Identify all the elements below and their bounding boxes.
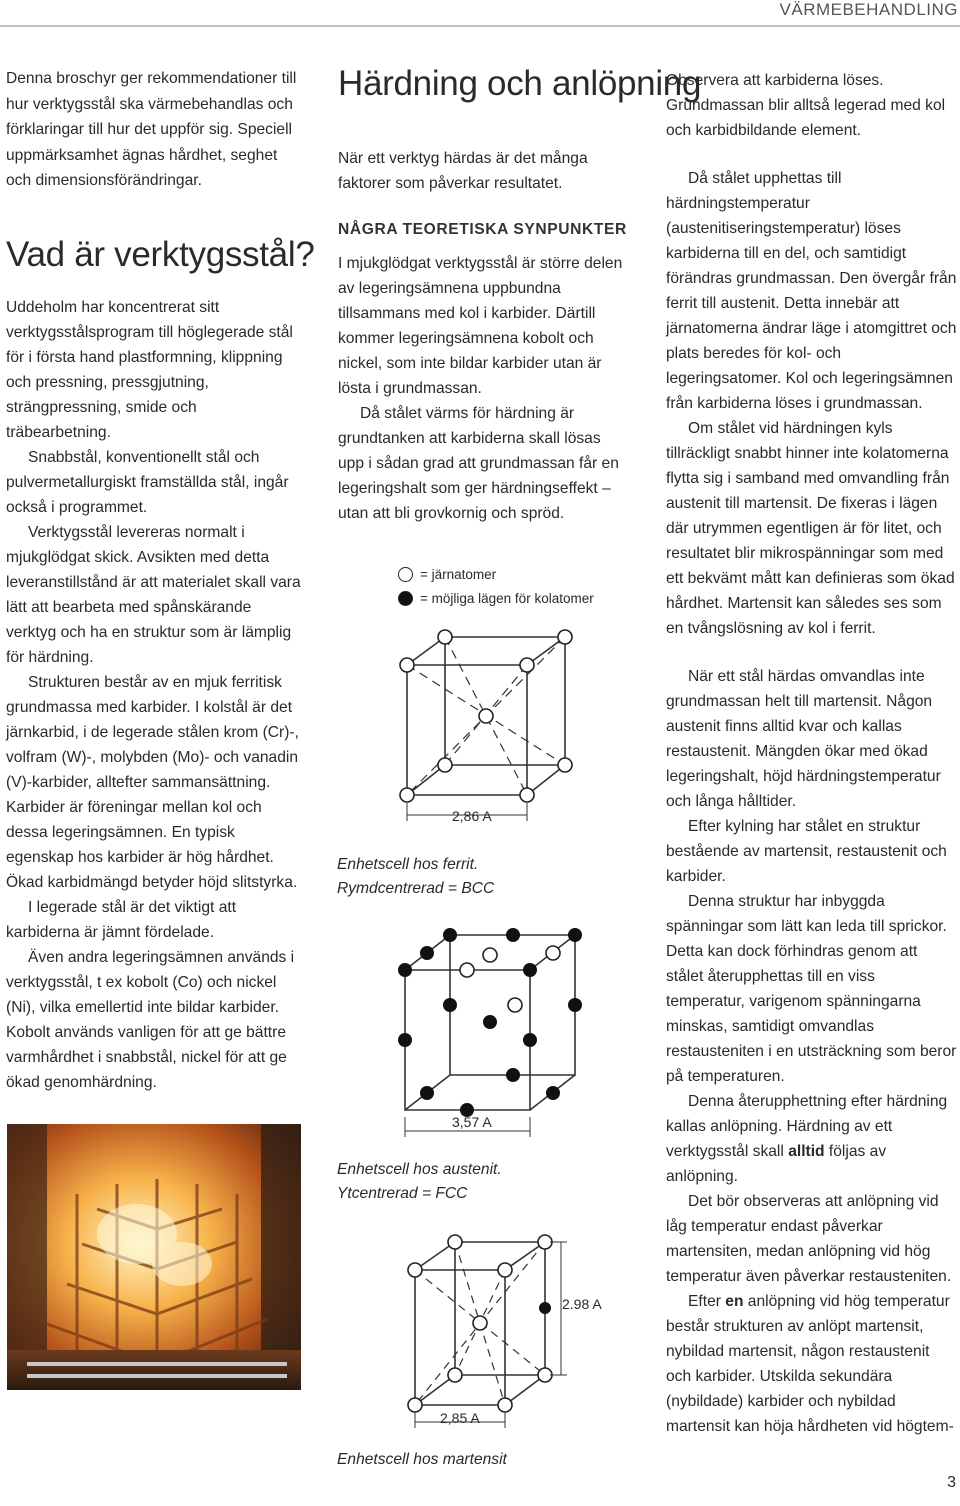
right-paragraph: Efter kylning har stålet en struktur bestående av martensit, restaustenit och karbider. <box>666 818 947 885</box>
carbon-atom-icon <box>398 591 413 606</box>
legend-iron-label: = järnatomer <box>420 567 497 582</box>
ferrite-unit-cell-diagram <box>390 625 620 825</box>
left-body <box>6 295 304 1095</box>
iron-atom-icon <box>398 567 413 582</box>
right-body <box>666 68 958 1439</box>
left-paragraph: I legerade stål är det viktigt att karbiderna är jämnt fördelade. <box>6 899 237 941</box>
left-paragraph: Snabbstål, konventionellt stål och pulvermetallurgiskt framställda stål, ingår också i programmet. <box>6 449 289 516</box>
left-paragraph: Även andra legeringsämnen används i verktygsstål, t ex kobolt (Co) och nickel (Ni), vilka emellertid inte bildar karbider. Kobolt används vanligen för att ge bättre varmhårdhet i snabbstål, nickel för att ge ökad genomhärdning. <box>6 949 295 1091</box>
dim-ferrite: 2,86 A <box>452 808 492 824</box>
right-paragraph: Då stålet upphettas till härdningstemperatur (austenitiseringstemperatur) löses karbiderna till en del, och samtidigt förändras grundmassan. Den övergår från ferrit till austenit. Detta innebär att järnatomerna ändrar läge i atomgittret och plats beredes för kol- och legeringsatomer. Kol och legeringsämnen från karbiderna löses i grundmassan. <box>666 170 957 412</box>
right-paragraph: Det bör observeras att anlöpning vid låg temperatur endast påverkar martensiten, medan anlöpning vid hög temperatur även påverkar restausteniten. <box>666 1193 952 1285</box>
lead-text: När ett verktyg härdas är det många faktorer som påverkar resultatet. <box>338 150 588 192</box>
emphasis-always: alltid <box>788 1143 825 1160</box>
text-run: anlöpning vid hög temperatur består strukturen av anlöpt martensit, nybildad martensit, någon restaustenit och karbider. Utskilda sekundära (nybildade) karbider och nybildad martensit kan höja hårdheten vid högtem- <box>666 1293 954 1435</box>
legend-carbon <box>398 591 594 606</box>
page-number: 3 <box>947 1474 956 1491</box>
right-paragraph: Om stålet vid härdningen kyls tillräckligt snabbt hinner inte kolatomerna flytta sig i samband med omvandling från austenit till martensit. De fixeras i lägen där utrymmen egentligen är för litet, och resultatet blir mikrospänningar som med ett bekvämt mått kan definieras som ökad hårdhet. Martensit kan således ses som en tvångslösning av kol i ferrit. <box>666 420 955 637</box>
dim-martensite-height: 2.98 A <box>562 1296 602 1312</box>
legend-iron <box>398 567 496 582</box>
left-paragraph: Strukturen består av en mjuk ferritisk grundmassa med karbider. I kolstål är det järnkarbid, i de legerade stålen krom (Cr)-, volfram (W)-, molybden (Mo)- och vanadin (V)-karbider, alltefter sammansättning. Karbider är föreningar mellan kol och dessa legeringsämnen. En typisk egenskap hos karbider är hög hårdhet. Ökad karbidmängd betyder höjd slitstyrka. <box>6 674 299 891</box>
intro-text: Denna broschyr ger rekommendationer till hur verktygsstål ska värmebehandlas och förklaringar till hur det uppför sig. Speciell uppmärksamhet ägnas hårdhet, seghet och dimensionsförändringar. <box>6 70 297 189</box>
running-head: VÄRMEBEHANDLING <box>779 0 958 19</box>
middle-paragraph: Då stålet värms för härdning är grundtanken att karbiderna skall lösas upp i sådan grad att grundmassan får en legeringshalt som ger härdningseffekt – utan att bli grovkornig och spröd. <box>338 405 619 522</box>
caption-martensite: Enhetscell hos martensit <box>337 1451 507 1468</box>
text-run: följas av anlöpning. <box>666 1143 887 1185</box>
austenite-unit-cell-diagram <box>365 925 605 1145</box>
dim-austenite: 3,57 A <box>452 1114 492 1130</box>
dim-martensite-width: 2,85 A <box>440 1410 480 1426</box>
subhead: NÅGRA TEORETISKA SYNPUNKTER <box>338 221 627 238</box>
header-rule <box>0 25 960 27</box>
caption-ferrite-2: Rymdcentrerad = BCC <box>337 880 495 897</box>
caption-ferrite-1: Enhetscell hos ferrit. <box>337 856 479 873</box>
right-paragraph: När ett stål härdas omvandlas inte grundmassan helt till martensit. Någon austenit finns alltid kvar och kallas restaustenit. Mängden ökar med ökad legeringshalt, höjd härdningstemperatur och långa hålltider. <box>666 668 941 810</box>
legend-carbon-label: = möjliga lägen för kolatomer <box>420 591 594 606</box>
middle-paragraph: I mjukglödgat verktygsstål är större delen av legeringsämnena uppbundna tillsammans med kol i karbider. Därtill kommer legeringsämnena kobolt och nickel, som inte bildar karbider utan är lösta i grundmassan. <box>338 255 623 397</box>
left-paragraph: Verktygsstål levereras normalt i mjukglödgat skick. Avsikten med detta leveranstillstånd är att materialet skall vara lätt att bearbeta med spånskärande verktyg och ha en struktur som är lämplig för härdning. <box>6 524 301 666</box>
section-title-hardening: Härdning och anlöpning <box>338 64 702 103</box>
right-paragraph: Denna struktur har inbyggda spänningar som lätt kan leda till sprickor. Detta kan dock förhindras genom att stålet återupphettas till en viss temperatur, varigenom spänningarna minskas, samtidigt omvandlas restausteniten i en utsträckning som beror på temperaturen. <box>666 893 957 1085</box>
right-paragraph: Observera att karbiderna löses. Grundmassan blir alltså legerad med kol och karbidbildande element. <box>666 72 946 139</box>
section-title-tool-steel: Vad är verktygsstål? <box>6 235 315 274</box>
right-paragraph <box>666 1089 958 1189</box>
left-paragraph: Uddeholm har koncentrerat sitt verktygsstålsprogram till höglegerade stål för i första hand plastformning, klippning och pressning, pressgjutning, strängpressning, smide och träbearbetning. <box>6 299 293 441</box>
caption-austenite-1: Enhetscell hos austenit. <box>337 1161 502 1178</box>
text-run: Denna återupphettning efter härdning kallas anlöpning. Härdning av ett verktygsstål skall <box>666 1093 948 1160</box>
text-run: Efter <box>688 1293 726 1310</box>
martensite-unit-cell-diagram <box>395 1230 595 1430</box>
caption-austenite-2: Ytcentrerad = FCC <box>337 1185 468 1202</box>
furnace-photo <box>7 1124 301 1390</box>
emphasis-one: en <box>725 1293 744 1310</box>
middle-body <box>338 251 628 526</box>
right-paragraph <box>666 1289 958 1439</box>
